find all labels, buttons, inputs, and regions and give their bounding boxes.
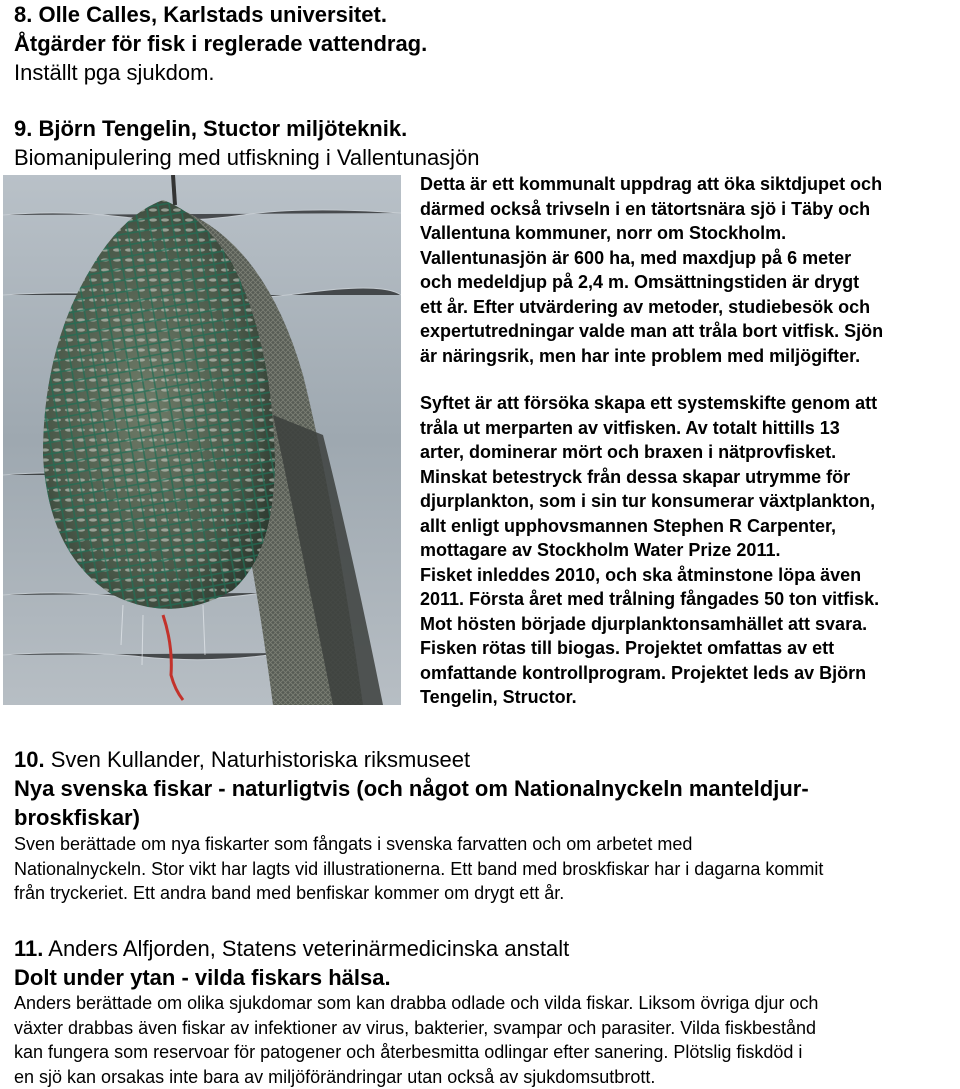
- item9-paragraph-1: [420, 172, 883, 368]
- text-line: djurplankton, som i sin tur konsumerar växtplankton,: [420, 491, 876, 511]
- text-line: Detta är ett kommunalt uppdrag att öka siktdjupet och: [420, 174, 883, 194]
- item10-number: 10.: [14, 747, 45, 772]
- item9-subtitle: Biomanipulering med utfiskning i Vallentunasjön: [14, 145, 480, 170]
- title-line: broskfiskar): [14, 805, 140, 830]
- text-line: allt enligt upphovsmannen Stephen R Carpenter,: [420, 515, 837, 536]
- item9-title: 9. Björn Tengelin, Stuctor miljöteknik.: [14, 116, 408, 141]
- text-line: Fisken rötas till biogas. Projektet omfattas av ett: [420, 638, 835, 658]
- item8-title: 8. Olle Calles, Karlstads universitet.: [14, 2, 387, 27]
- text-line: Tengelin, Structor.: [420, 687, 577, 707]
- text-line: Anders berättade om olika sjukdomar som kan drabba odlade och vilda fiskar. Liksom övriga djur och: [14, 993, 819, 1013]
- text-line: expertutredningar valde man att tråla bort vitfisk. Sjön: [420, 321, 884, 341]
- text-line: arter, dominerar mört och braxen i nätprovfisket.: [420, 442, 837, 462]
- item10-heading: [14, 745, 470, 774]
- text-line: därmed också trivseln i en tätortsnära sjö i Täby och: [420, 198, 871, 219]
- text-line: 2011. Första året med trålning fångades 50 ton vitfisk.: [420, 589, 880, 609]
- trawl-net-photo: [3, 175, 401, 705]
- text-line: Syftet är att försöka skapa ett systemskifte genom att: [420, 393, 878, 413]
- item11-body: [14, 991, 818, 1089]
- item11-speaker: Anders Alfjorden, Statens veterinärmedicinska anstalt: [43, 936, 570, 961]
- item10-title: [14, 774, 809, 832]
- title-line: Nya svenska fiskar - naturligtvis (och något om Nationalnyckeln manteldjur-: [14, 776, 809, 801]
- text-line: Mot hösten började djurplanktonsamhället att svara.: [420, 613, 868, 634]
- text-line: är näringsrik, men har inte problem med miljögifter.: [420, 345, 861, 366]
- text-line: kan fungera som reservoar för patogener och återbesmitta odlingar efter sanering. Plötslig fiskdöd i: [14, 1042, 803, 1062]
- text-line: tråla ut merparten av vitfisken. Av totalt hittills 13: [420, 417, 840, 438]
- text-line: Minskat betestryck från dessa skapar utrymme för: [420, 466, 851, 487]
- text-line: mottagare av Stockholm Water Prize 2011.: [420, 540, 781, 560]
- item9-paragraph-2: [420, 391, 879, 710]
- item11-number: 11.: [14, 936, 44, 961]
- item8-subtitle: Åtgärder för fisk i reglerade vattendrag.: [14, 31, 428, 56]
- item10-speaker: Sven Kullander, Naturhistoriska riksmuseet: [44, 747, 471, 772]
- text-line: Sven berättade om nya fiskarter som fångats i svenska farvatten och om arbetet med: [14, 834, 693, 854]
- item11-heading: [14, 934, 569, 963]
- text-line: omfattande kontrollprogram. Projektet leds av Björn: [420, 662, 867, 683]
- text-line: Vallentuna kommuner, norr om Stockholm.: [420, 223, 787, 243]
- text-line: Fisket inleddes 2010, och ska åtminstone löpa även: [420, 564, 862, 585]
- text-line: växter drabbas även fiskar av infektioner av virus, bakterier, svampar och parasiter. Vilda fiskbestånd: [14, 1017, 817, 1038]
- text-line: från tryckeriet. Ett andra band med benfiskar kommer om drygt ett år.: [14, 883, 565, 903]
- text-line: och medeldjup på 2,4 m. Omsättningstiden är drygt: [420, 272, 860, 292]
- text-line: Vallentunasjön är 600 ha, med maxdjup på 6 meter: [420, 247, 852, 268]
- item10-body: [14, 832, 823, 906]
- text-line: en sjö kan orsakas inte bara av miljöförändringar utan också av sjukdomsutbrott.: [14, 1066, 656, 1087]
- text-line: ett år. Efter utvärdering av metoder, studiebesök och: [420, 296, 871, 317]
- text-line: Nationalnyckeln. Stor vikt har lagts vid illustrationerna. Ett band med broskfiskar har i dagarna kommit: [14, 858, 824, 879]
- item11-title: Dolt under ytan - vilda fiskars hälsa.: [14, 965, 391, 990]
- item8-status: Inställt pga sjukdom.: [14, 60, 215, 85]
